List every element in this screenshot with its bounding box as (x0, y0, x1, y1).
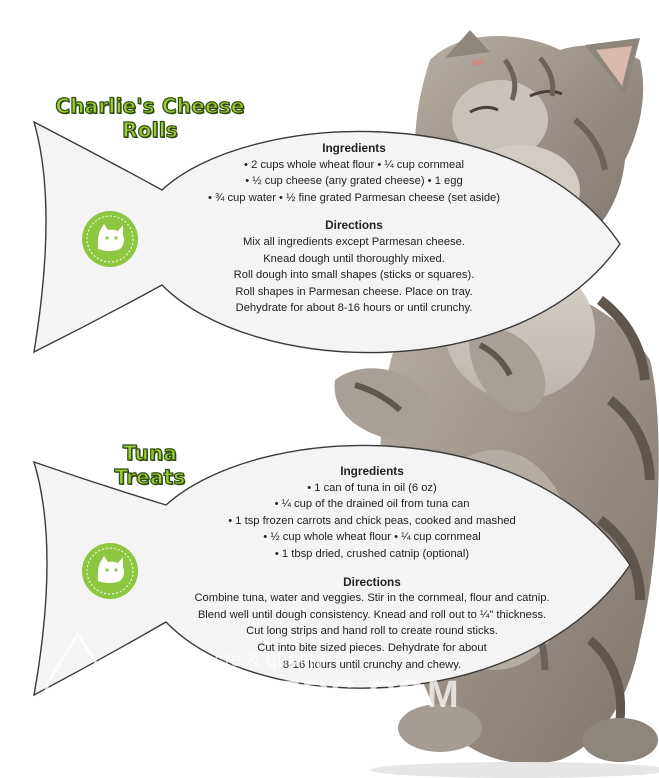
ingredients-heading: Ingredients (322, 141, 386, 155)
directions-heading: Directions (343, 574, 401, 589)
direction-line: Combine tuna, water and veggies. Stir in the cornmeal, flour and catnip. (194, 592, 550, 605)
directions-heading: Directions (325, 218, 383, 233)
cat-head-icon (80, 541, 140, 601)
ingredient-line: • ½ cup cheese (any grated cheese) • 1 egg (245, 175, 463, 188)
recipe-title-line: Rolls (122, 118, 178, 142)
ingredient-line: • 2 cups whole wheat flour • ¼ cup cornmeal (244, 158, 464, 171)
recipe-card (184, 140, 524, 317)
ingredient-line: • ¾ cup water • ½ fine grated Parmesan cheese (set aside) (207, 191, 501, 204)
recipe-title-line: Tuna (122, 441, 178, 465)
direction-line: Roll dough into small shapes (sticks or squares). (233, 269, 475, 282)
direction-line: 8-16 hours until crunchy and chewy. (282, 658, 462, 671)
ingredient-line: • 1 tsp frozen carrots and chick peas, cooked and mashed (228, 514, 516, 527)
ingredients-heading: Ingredients (340, 464, 404, 478)
recipe-title-line: Charlie's Cheese (55, 94, 245, 118)
cat-head-icon (80, 209, 140, 269)
ingredient-line: • 1 can of tuna in oil (6 oz) (307, 481, 437, 494)
direction-line: Dehydrate for about 8-16 hours or until crunchy. (235, 302, 473, 315)
recipe-title-line: Treats (114, 465, 186, 489)
watermark-tagline: Health taste & quality (134, 650, 325, 671)
direction-line: Cut long strips and hand roll to create round sticks. (246, 625, 498, 638)
ingredient-line: • ½ cup whole wheat flour • ¼ cup cornmeal (263, 531, 481, 544)
watermark-brand: EUJUICERS.COM (130, 674, 460, 716)
direction-line: Blend well until dough consistency. Knead and roll out to ¼" thickness. (197, 608, 547, 621)
direction-line: Knead dough until thoroughly mixed. (263, 252, 445, 265)
direction-line: Mix all ingredients except Parmesan cheese. (243, 235, 465, 248)
recipe-title (40, 94, 260, 142)
ingredient-line: • ¼ cup of the drained oil from tuna can (274, 498, 470, 511)
direction-line: Cut into bite sized pieces. Dehydrate for about (257, 641, 487, 654)
recipe-card (172, 463, 572, 673)
direction-line: Roll shapes in Parmesan cheese. Place on tray. (235, 285, 473, 298)
ingredient-line: • 1 tbsp dried, crushed catnip (optional) (274, 547, 470, 560)
